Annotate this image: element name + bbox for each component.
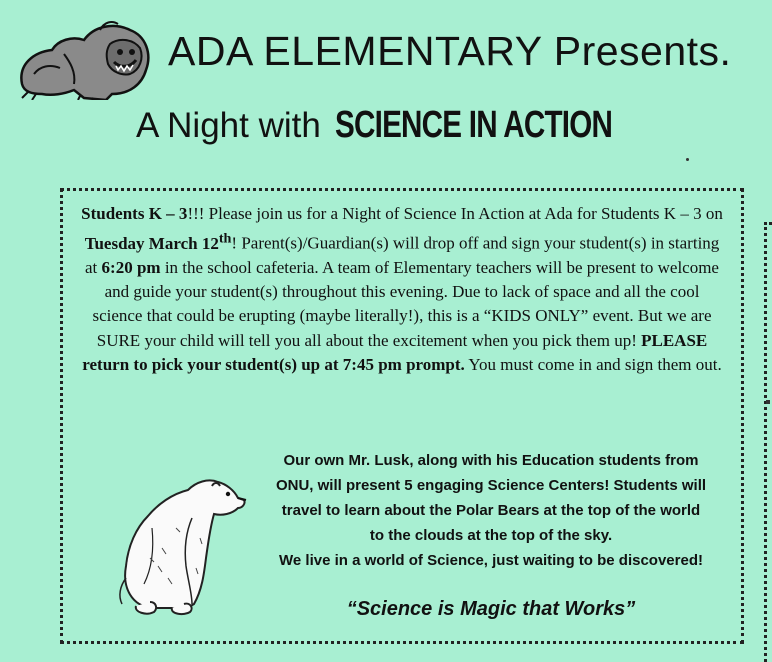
centers-line-4: to the clouds at the top of the sky. <box>369 527 613 544</box>
centers-line-3: travel to learn about the Polar Bears at the top of the world <box>281 502 701 519</box>
event-date <box>84 230 232 253</box>
pickup-instructions: PLEASE return to pick your student(s) up at 7:45 pm prompt. <box>82 330 708 374</box>
event-time: 6:20 pm <box>101 258 161 278</box>
announcement-part-1: !!! Please join us for a Night of Science In Action at Ada for Students K – 3 on <box>187 204 723 223</box>
grades-strong: Students K – 3 <box>81 204 188 223</box>
event-date-text: Tuesday March 12 <box>84 233 219 253</box>
event-title-strong: SCIENCE IN ACTION <box>334 104 612 146</box>
school-title: ADA ELEMENTARY Presents. <box>168 28 732 74</box>
stray-dot <box>686 158 689 161</box>
announcement-text <box>78 202 726 377</box>
event-date-suffix: th <box>218 230 232 247</box>
centers-line-2: ONU, will present 5 engaging Science Centers! Students will <box>275 477 707 494</box>
bulldog-mascot-icon <box>14 14 154 100</box>
event-title-prefix: A Night with <box>136 106 321 145</box>
side-mark <box>766 400 770 404</box>
announcement-part-4: You must come in and sign them out. <box>464 354 722 374</box>
centers-line-1: Our own Mr. Lusk, along with his Education students from <box>283 452 699 469</box>
science-centers-text <box>258 448 724 573</box>
centers-line-5: We live in a world of Science, just waiting to be discovered! <box>279 552 703 569</box>
announcement-part-2: ! Parent(s)/Guardian(s) will drop off and sign your student(s) in starting at <box>85 233 720 278</box>
announcement-part-3: in the school cafeteria. A team of Elementary teachers will be present to welcome and guide your student(s) throughout this evening. Due to lack of space and all the cool science that could be erupting (maybe literally!), this is a “KIDS ONLY” event. But we are SURE your child will tell you all about the excitement when you pick them up! <box>92 258 719 350</box>
science-quote: “Science is Magic that Works” <box>346 598 636 620</box>
event-title <box>136 104 690 147</box>
polar-bear-icon <box>92 458 252 618</box>
side-dotted-border <box>764 222 772 662</box>
